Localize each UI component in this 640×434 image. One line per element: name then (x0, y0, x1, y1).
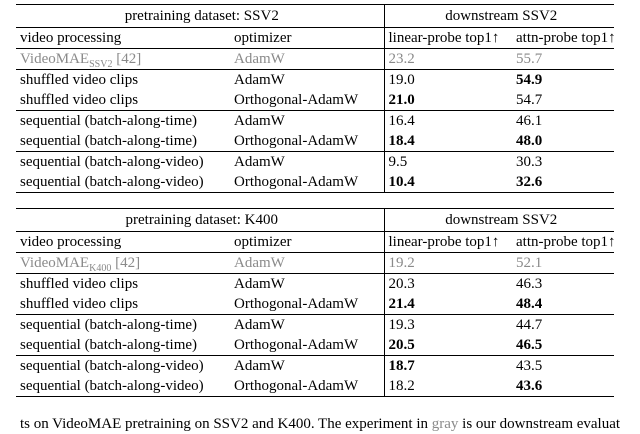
cell-optimizer: AdamW (230, 111, 384, 132)
cell-linear: 18.4 (388, 133, 415, 149)
baseline-optimizer: AdamW (230, 49, 384, 70)
cell-optimizer: AdamW (230, 356, 384, 377)
table-row (16, 274, 614, 295)
cell-optimizer: Orthogonal-AdamW (230, 294, 384, 315)
results-table-ssv2 (16, 4, 614, 193)
cell-optimizer: Orthogonal-AdamW (230, 172, 384, 193)
cell-linear: 21.4 (388, 296, 415, 312)
caption-gray-word: gray (431, 416, 459, 432)
table-header-row (16, 209, 614, 232)
cell-optimizer: Orthogonal-AdamW (230, 376, 384, 397)
cell-video: sequential (batch-along-video) (16, 376, 230, 397)
cell-video: shuffled video clips (20, 92, 139, 108)
downstream-header: downstream SSV2 (384, 209, 614, 232)
column-header-row (16, 28, 614, 49)
table-row (16, 111, 614, 132)
table-row (16, 335, 614, 356)
cell-attn: 54.7 (516, 92, 543, 108)
table-row (16, 294, 614, 315)
cell-video: sequential (batch-along-video) (16, 152, 230, 173)
col-linear-probe: linear-probe top1↑ (384, 28, 512, 49)
cell-optimizer: AdamW (230, 315, 384, 336)
cell-optimizer: Orthogonal-AdamW (230, 335, 384, 356)
cell-linear: 9.5 (384, 152, 512, 173)
table-row (16, 90, 614, 111)
table-caption: ts on VideoMAE pretraining on SSV2 and K400. The experiment in gray is our downstream evaluat (19, 416, 621, 432)
col-video-processing: video processing (16, 232, 230, 253)
cell-video: sequential (batch-along-video) (16, 356, 230, 377)
cell-video: sequential (batch-along-video) (16, 172, 230, 193)
cell-linear: 16.4 (384, 111, 512, 132)
column-header-row (16, 232, 614, 253)
cell-attn: 46.3 (512, 274, 614, 295)
cell-attn: 48.4 (516, 296, 543, 312)
cell-linear: 10.4 (384, 172, 512, 193)
cell-video: sequential (batch-along-time) (16, 111, 230, 132)
pretraining-header: pretraining dataset: SSV2 (16, 5, 384, 28)
cell-video: sequential (batch-along-time) (20, 337, 198, 353)
cell-attn: 46.1 (512, 111, 614, 132)
cell-video: shuffled video clips (20, 296, 139, 312)
col-optimizer: optimizer (230, 28, 384, 49)
baseline-optimizer: AdamW (230, 253, 384, 274)
baseline-linear: 23.2 (384, 49, 512, 70)
baseline-row (16, 49, 614, 70)
cell-video: sequential (batch-along-time) (20, 133, 198, 149)
cell-optimizer: AdamW (230, 274, 384, 295)
col-attn-probe: attn-probe top1↑ (512, 232, 614, 253)
cell-video: shuffled video clips (16, 70, 230, 91)
table-row (16, 131, 614, 152)
cell-linear: 19.3 (384, 315, 512, 336)
cell-attn: 46.5 (516, 337, 543, 353)
cell-optimizer: Orthogonal-AdamW (230, 131, 384, 152)
cell-attn: 44.7 (512, 315, 614, 336)
table-row (16, 356, 614, 377)
pretraining-header: pretraining dataset: K400 (16, 209, 384, 232)
baseline-linear: 19.2 (384, 253, 512, 274)
cell-video: sequential (batch-along-time) (16, 315, 230, 336)
baseline-attn: 55.7 (512, 49, 614, 70)
table-row (16, 315, 614, 336)
col-attn-probe: attn-probe top1↑ (512, 28, 614, 49)
cell-linear: 18.7 (384, 356, 512, 377)
cell-linear: 20.5 (388, 337, 415, 353)
table-row (16, 172, 614, 193)
cell-linear: 20.3 (384, 274, 512, 295)
cell-attn: 32.6 (512, 172, 614, 193)
baseline-row (16, 253, 614, 274)
baseline-attn: 52.1 (512, 253, 614, 274)
cell-video: shuffled video clips (16, 274, 230, 295)
baseline-name: VideoMAE$_{SSV2}$ [42] (16, 49, 230, 70)
cell-attn: 43.5 (512, 356, 614, 377)
cell-attn: 30.3 (512, 152, 614, 173)
table-row (16, 70, 614, 91)
downstream-header: downstream SSV2 (384, 5, 614, 28)
cell-linear: 21.0 (388, 92, 415, 108)
table-row (16, 152, 614, 173)
cell-linear: 18.2 (384, 376, 512, 397)
table-header-row (16, 5, 614, 28)
table-row (16, 376, 614, 397)
col-linear-probe: linear-probe top1↑ (384, 232, 512, 253)
results-table-k400 (16, 208, 614, 397)
cell-attn: 43.6 (512, 376, 614, 397)
cell-attn: 48.0 (516, 133, 543, 149)
cell-attn: 54.9 (512, 70, 614, 91)
cell-linear: 19.0 (384, 70, 512, 91)
col-optimizer: optimizer (230, 232, 384, 253)
cell-optimizer: AdamW (230, 152, 384, 173)
baseline-name: VideoMAE$_{K400}$ [42] (16, 253, 230, 274)
cell-optimizer: AdamW (230, 70, 384, 91)
col-video-processing: video processing (16, 28, 230, 49)
cell-optimizer: Orthogonal-AdamW (230, 90, 384, 111)
